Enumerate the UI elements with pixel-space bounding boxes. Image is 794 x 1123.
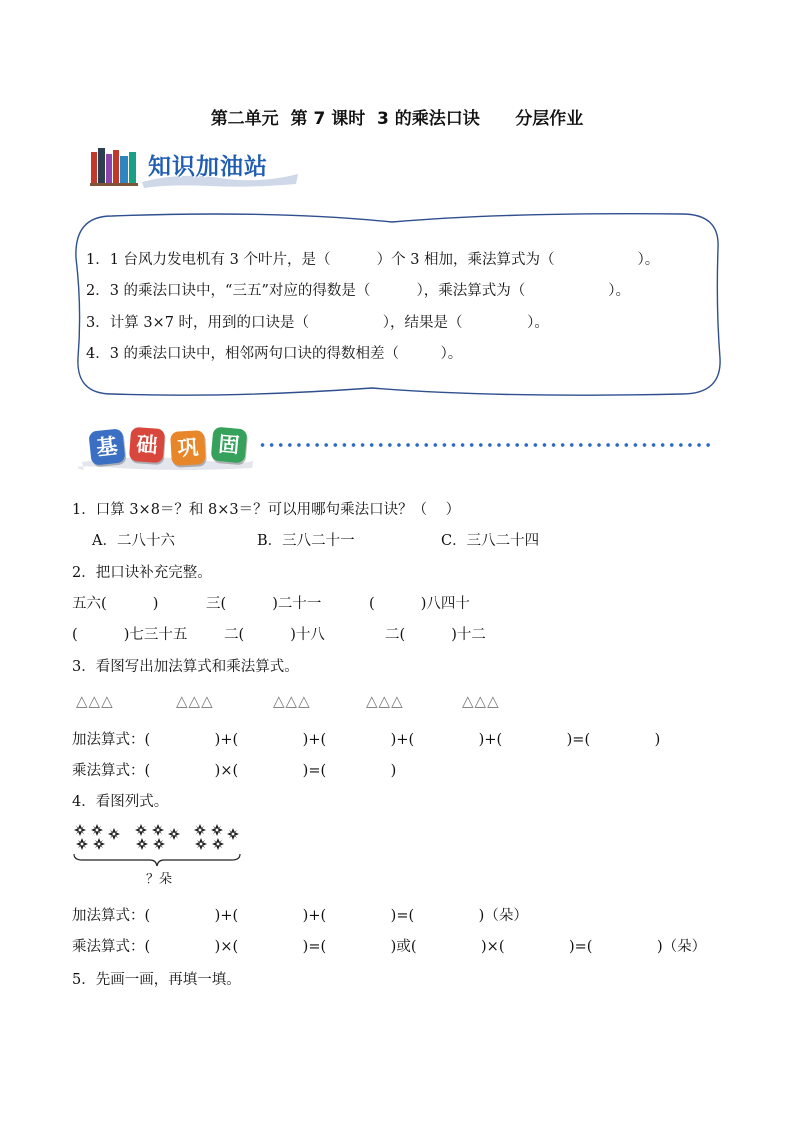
knowledge-item-2: 2．3 的乘法口诀中，“三五”对应的得数是（ ），乘法算式为（ ）。 bbox=[86, 283, 630, 299]
q4-multiplication-line: 乘法算式：( )×( )=( )或( )×( )=( )（朵） bbox=[72, 939, 707, 955]
knowledge-item-3: 3．计算 3×7 时，用到的口诀是（ ），结果是（ ）。 bbox=[86, 315, 549, 331]
triangle-group-4: △△△ bbox=[366, 692, 404, 710]
q3-text: 3．看图写出加法算式和乘法算式。 bbox=[72, 659, 299, 675]
q4-text: 4．看图列式。 bbox=[72, 794, 169, 810]
q1-option-b: B．三八二十一 bbox=[257, 533, 355, 549]
flowers-picture bbox=[70, 820, 245, 870]
tile-chu: 础 bbox=[129, 427, 165, 463]
q2-blank-5: 二( )十八 bbox=[224, 627, 325, 643]
triangle-group-5: △△△ bbox=[462, 692, 500, 710]
q1-text: 1．口算 3×8＝？和 8×3＝？可以用哪句乘法口诀？（ ） bbox=[72, 502, 461, 518]
triangle-group-1: △△△ bbox=[76, 692, 114, 710]
q2-blank-3: ( )八四十 bbox=[369, 596, 470, 612]
tile-gong: 巩 bbox=[170, 430, 206, 466]
brace-label: ？朵 bbox=[146, 872, 173, 887]
q3-addition-line: 加法算式：( )+( )+( )+( )+( )=( ) bbox=[72, 732, 661, 748]
dotted-divider bbox=[258, 442, 713, 448]
triangle-group-2: △△△ bbox=[176, 692, 214, 710]
tile-ji: 基 bbox=[88, 428, 125, 465]
q3-multiplication-line: 乘法算式：( )×( )=( ) bbox=[72, 763, 397, 779]
q4-addition-line: 加法算式：( )+( )+( )=( )（朵） bbox=[72, 908, 528, 924]
q1-option-a: A．二八十六 bbox=[92, 533, 175, 549]
q1-option-c: C．三八二十四 bbox=[441, 533, 540, 549]
knowledge-frame bbox=[72, 208, 724, 400]
page-title: 第二单元 第 7 课时 3 的乘法口诀 分层作业 bbox=[210, 109, 584, 129]
q2-text: 2．把口诀补充完整。 bbox=[72, 565, 212, 581]
q2-blank-1: 五六( ) bbox=[72, 596, 159, 612]
q2-blank-6: 二( )十二 bbox=[385, 627, 486, 643]
books-icon bbox=[90, 146, 138, 186]
knowledge-item-4: 4．3 的乘法口诀中，相邻两句口诀的得数相差（ ）。 bbox=[86, 346, 463, 362]
knowledge-item-1: 1．1 台风力发电机有 3 个叶片，是（ ）个 3 相加，乘法算式为（ ）。 bbox=[86, 252, 660, 268]
q5-text: 5．先画一画，再填一填。 bbox=[72, 972, 241, 988]
triangle-group-3: △△△ bbox=[273, 692, 311, 710]
q2-blank-4: ( )七三十五 bbox=[72, 627, 188, 643]
q2-blank-2: 三( )二十一 bbox=[206, 596, 322, 612]
tile-gu: 固 bbox=[211, 427, 248, 464]
knowledge-section-heading: 知识加油站 bbox=[148, 154, 268, 180]
